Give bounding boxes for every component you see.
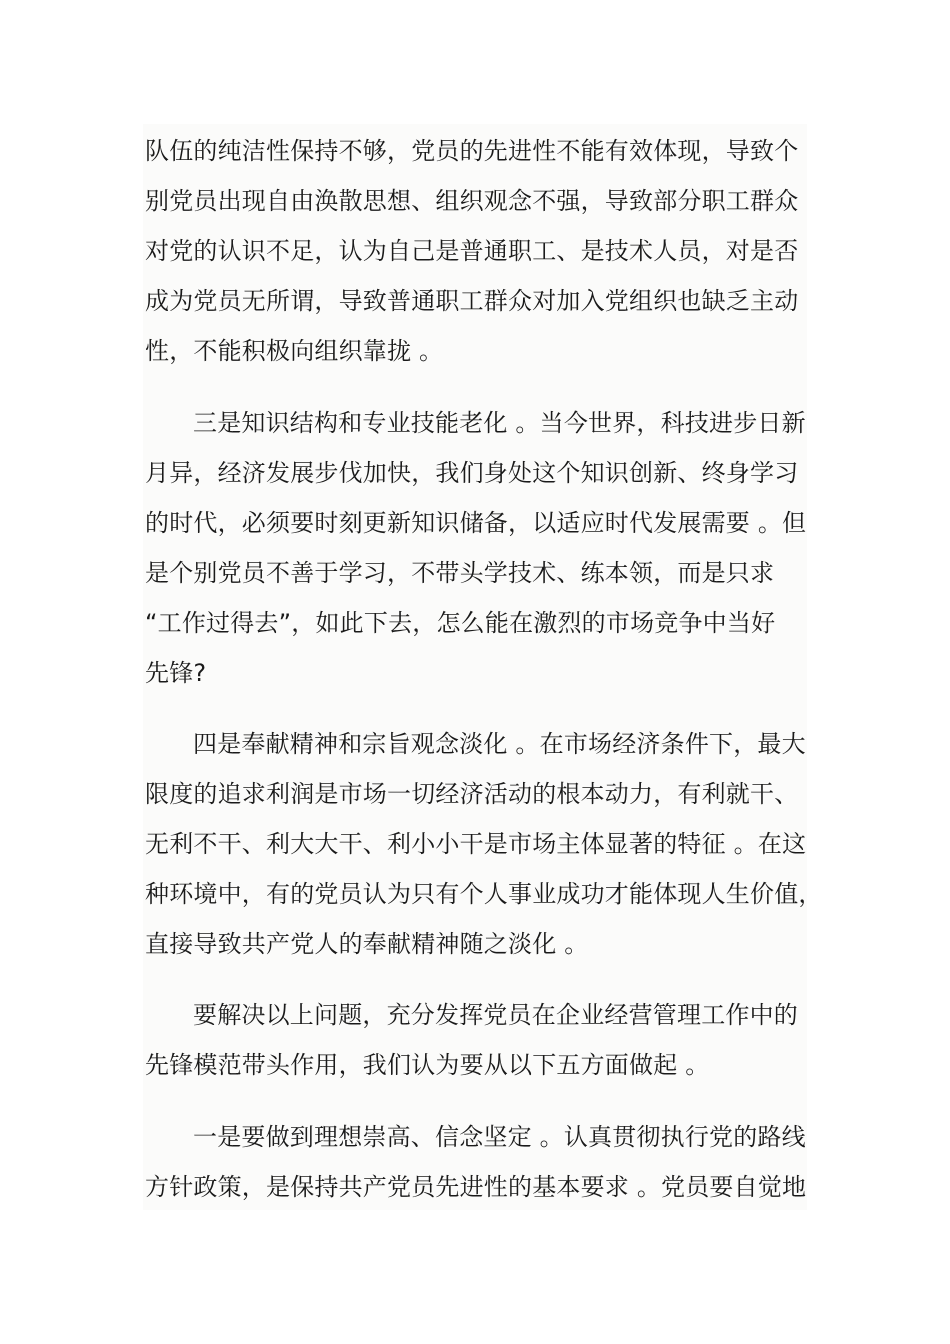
paragraph-3-line-1: 四是奉献精神和宗旨观念淡化 。在市场经济条件下，最大 [193,730,806,758]
paragraph-4-line-2: 先锋模范带头作用，我们认为要从以下五方面做起 。 [145,1051,710,1079]
paragraph-1-line-3: 对党的认识不足，认为自己是普通职工、是技术人员，对是否 [145,237,799,265]
paragraph-3-line-4: 种环境中，有的党员认为只有个人事业成功才能体现人生价值， [145,880,823,908]
paragraph-3-line-2: 限度的追求利润是市场一切经济活动的根本动力，有利就干、 [145,780,799,808]
paragraph-5-line-2: 方针政策，是保持共产党员先进性的基本要求 。党员要自觉地 [145,1173,807,1201]
paragraph-1-line-4: 成为党员无所谓，导致普通职工群众对加入党组织也缺乏主动 [145,287,799,315]
paragraph-2-line-3: 的时代，必须要时刻更新知识储备，以适应时代发展需要 。但 [145,509,807,537]
paragraph-2-line-2: 月异，经济发展步伐加快，我们身处这个知识创新、终身学习 [145,459,799,487]
paragraph-1-line-5: 性，不能积极向组织靠拢 。 [145,337,444,365]
paragraph-5-line-1: 一是要做到理想崇高、信念坚定 。认真贯彻执行党的路线 [193,1123,806,1151]
paragraph-2-line-5: “工作过得去”，如此下去，怎么能在激烈的市场竞争中当好 [145,609,776,637]
paragraph-1-line-1: 队伍的纯洁性保持不够，党员的先进性不能有效体现，导致个 [145,137,799,165]
paragraph-3-line-5: 直接导致共产党人的奉献精神随之淡化 。 [145,930,589,958]
paragraph-2-line-6: 先锋? [145,659,207,687]
paragraph-2-line-1: 三是知识结构和专业技能老化 。当今世界，科技进步日新 [193,409,806,437]
paragraph-2-line-4: 是个别党员不善于学习，不带头学技术、练本领，而是只求 [145,559,775,587]
paragraph-3-line-3: 无利不干、利大大干、利小小干是市场主体显著的特征 。在这 [145,830,807,858]
paragraph-1-line-2: 别党员出现自由涣散思想、组织观念不强，导致部分职工群众 [145,187,799,215]
paragraph-4-line-1: 要解决以上问题，充分发挥党员在企业经营管理工作中的 [193,1001,798,1029]
